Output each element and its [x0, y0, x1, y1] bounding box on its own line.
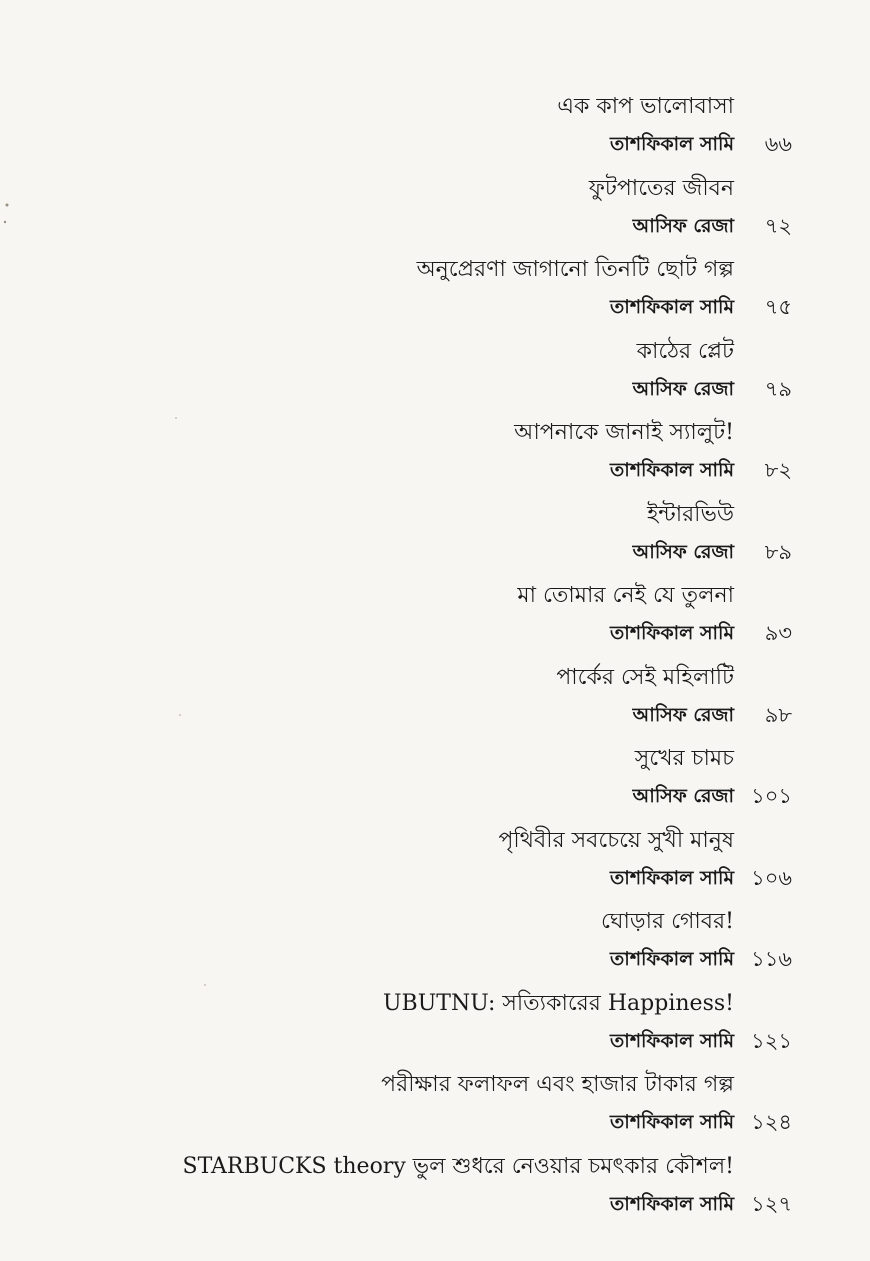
- entry-page-number: ৮২: [764, 458, 792, 482]
- entry-title: STARBUCKS theory ভুল শুধরে নেওয়ার চমৎকার কৌশল!: [182, 1153, 734, 1179]
- toc-entry[interactable]: [232, 581, 792, 663]
- entry-author: তাশফিকাল সামি: [610, 459, 734, 481]
- entry-author: তাশফিকাল সামি: [610, 1029, 734, 1052]
- entry-title: পৃথিবীর সবচেয়ে সুখী মানুষ: [498, 827, 734, 853]
- toc-entry[interactable]: [232, 1070, 792, 1152]
- entry-author: আসিফ রেজা: [632, 785, 734, 807]
- entry-page-number: ৯৩: [764, 621, 792, 645]
- entry-page-number: ১২৭: [751, 1191, 792, 1216]
- entry-title: অনুপ্রেরণা জাগানো তিনটি ছোট গল্প: [416, 257, 734, 282]
- entry-title: পরীক্ষার ফলাফল এবং হাজার টাকার গল্প: [381, 1072, 734, 1097]
- entry-title: পার্কের সেই মহিলাটি: [556, 664, 734, 690]
- entry-page-number: ১০৬: [751, 865, 792, 890]
- entry-title: ইন্টারভিউ: [646, 501, 734, 527]
- entry-page-number: ১২১: [751, 1028, 792, 1053]
- entry-page-number: ৭৯: [764, 376, 792, 401]
- table-of-contents: [182, 92, 792, 1233]
- entry-title: ঘোড়ার গোবর!: [601, 909, 734, 934]
- entry-title: এক কাপ ভালোবাসা: [557, 94, 734, 119]
- entry-author: তাশফিকাল সামি: [610, 296, 734, 318]
- entry-page-number: ৮৯: [764, 539, 792, 564]
- entry-page-number: ৯৮: [764, 702, 792, 727]
- toc-entry[interactable]: [232, 174, 792, 256]
- entry-author: তাশফিকাল সামি: [610, 133, 734, 155]
- entry-page-number: ১০১: [751, 784, 792, 808]
- entry-author: তাশফিকাল সামি: [610, 622, 734, 644]
- entry-page-number: ৭৫: [764, 295, 792, 319]
- entry-title: সুখের চামচ: [634, 746, 734, 771]
- entry-page-number: ১১৬: [751, 947, 792, 971]
- entry-author: আসিফ রেজা: [632, 377, 734, 400]
- entry-page-number: ১২৪: [751, 1110, 792, 1134]
- toc-entry[interactable]: [232, 337, 792, 419]
- toc-entry[interactable]: [182, 1152, 792, 1234]
- entry-author: তাশফিকাল সামি: [610, 948, 734, 970]
- entry-author: আসিফ রেজা: [632, 540, 734, 563]
- toc-entry[interactable]: [232, 500, 792, 582]
- entry-page-number: ৬৬: [764, 132, 792, 156]
- entry-author: আসিফ রেজা: [632, 214, 734, 237]
- entry-title: ফুটপাতের জীবন: [588, 175, 734, 201]
- toc-entry[interactable]: [232, 744, 792, 826]
- entry-page-number: ৭২: [764, 213, 792, 238]
- toc-entry[interactable]: [232, 418, 792, 500]
- entry-author: তাশফিকাল সামি: [610, 1192, 734, 1215]
- entry-author: তাশফিকাল সামি: [610, 866, 734, 889]
- entry-title: আপনাকে জানাই স্যালুট!: [514, 420, 734, 445]
- entry-title: কাঠের প্লেট: [636, 338, 734, 364]
- entry-title: মা তোমার নেই যে তুলনা: [517, 583, 734, 608]
- toc-entry[interactable]: [232, 907, 792, 989]
- entry-author: তাশফিকাল সামি: [610, 1111, 734, 1133]
- entry-author: আসিফ রেজা: [632, 703, 734, 726]
- toc-entry[interactable]: [232, 255, 792, 337]
- entry-title: UBUTNU: সত্যিকারের Happiness!: [383, 990, 734, 1016]
- toc-entry[interactable]: [232, 663, 792, 745]
- toc-entry[interactable]: [232, 826, 792, 908]
- toc-entry[interactable]: [232, 92, 792, 174]
- toc-entry[interactable]: [232, 989, 792, 1071]
